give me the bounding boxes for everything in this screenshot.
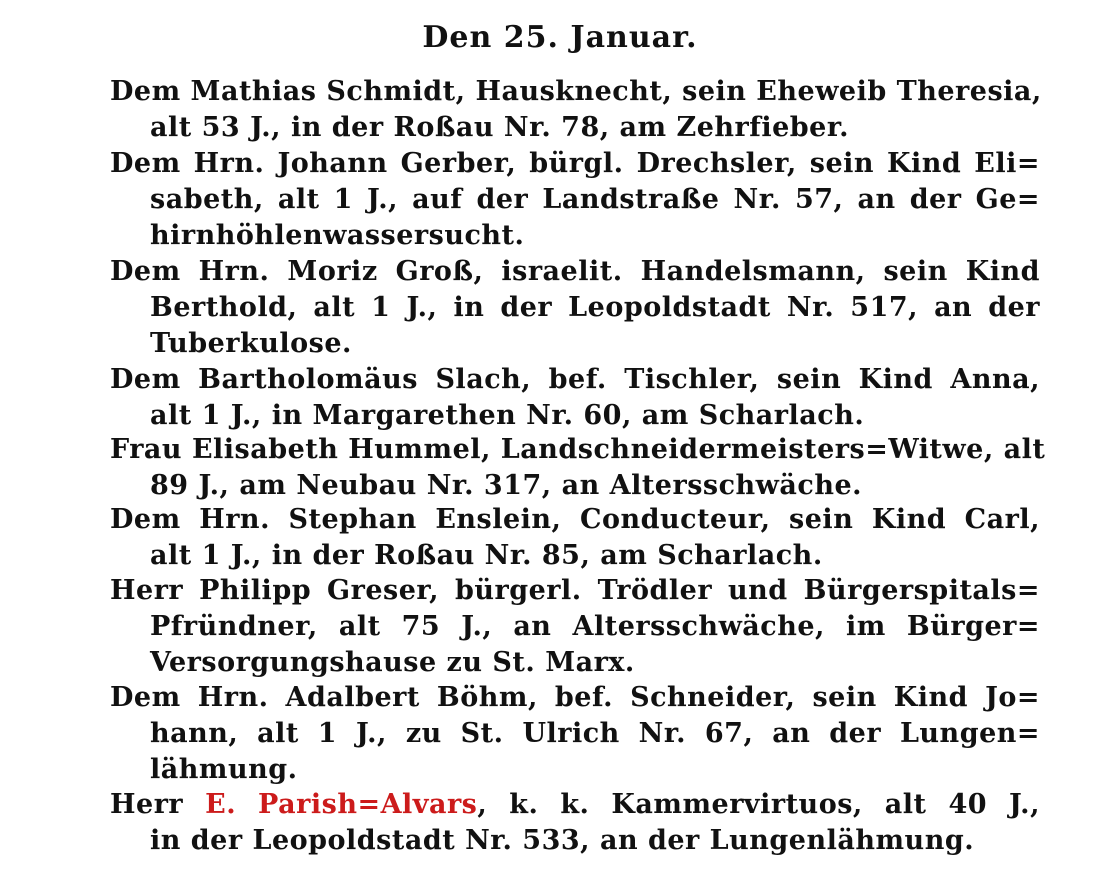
highlighted-name: E. Parish=Alvars [205,789,478,820]
death-record-entry [110,362,1040,434]
death-record-entry [110,432,1046,504]
entry-line: hirnhöhlenwassersucht. [150,220,525,251]
entry-line: in der Leopoldstadt Nr. 533, an der Lungenlähmung. [150,825,975,856]
death-record-entry [110,146,1040,254]
death-record-entry [110,254,1040,362]
entry-line: Dem Hrn. Moriz Groß, israelit. Handelsmann, sein Kind [110,256,1040,287]
death-record-entry [110,680,1040,788]
entry-line: sabeth, alt 1 J., auf der Landstraße Nr. 57, an der Ge= [150,184,1040,215]
entry-line: alt 1 J., in Margarethen Nr. 60, am Scharlach. [150,400,865,431]
entry-line: lähmung. [150,754,298,785]
entry-line [110,787,1040,823]
entry-line: Pfründner, alt 75 J., an Altersschwäche, im Bürger= [150,611,1040,642]
entry-line: hann, alt 1 J., zu St. Ulrich Nr. 67, an der Lungen= [150,718,1040,749]
entry-line: Berthold, alt 1 J., in der Leopoldstadt Nr. 517, an der [150,292,1040,323]
entry-line: 89 J., am Neubau Nr. 317, an Altersschwäche. [150,470,863,501]
entry-line: Tuberkulose. [150,328,352,359]
entry-line: Versorgungshause zu St. Marx. [150,647,635,678]
entry-line: alt 53 J., in der Roßau Nr. 78, am Zehrfieber. [150,112,849,143]
entry-text: , k. k. Kammervirtuos, alt 40 J., [477,789,1040,820]
entry-line: Dem Hrn. Stephan Enslein, Conducteur, sein Kind Carl, [110,504,1040,535]
page-heading: Den 25. Januar. [422,20,698,55]
entry-line: Dem Mathias Schmidt, Hausknecht, sein Eheweib Theresia, [110,76,1042,107]
entry-line: Dem Bartholomäus Slach, bef. Tischler, sein Kind Anna, [110,364,1040,395]
death-record-entry [110,502,1040,574]
entry-line: Dem Hrn. Johann Gerber, bürgl. Drechsler, sein Kind Eli= [110,148,1040,179]
death-record-entry [110,787,1040,859]
entry-prefix: Herr [110,789,206,820]
entry-line: Frau Elisabeth Hummel, Landschneidermeisters=Witwe, alt [110,434,1046,465]
entry-line: Dem Hrn. Adalbert Böhm, bef. Schneider, sein Kind Jo= [110,682,1040,713]
entry-line: alt 1 J., in der Roßau Nr. 85, am Scharlach. [150,540,823,571]
death-record-entry [110,573,1040,681]
entry-line: Herr Philipp Greser, bürgerl. Trödler und Bürgerspitals= [110,575,1040,606]
death-record-entry [110,74,1040,146]
